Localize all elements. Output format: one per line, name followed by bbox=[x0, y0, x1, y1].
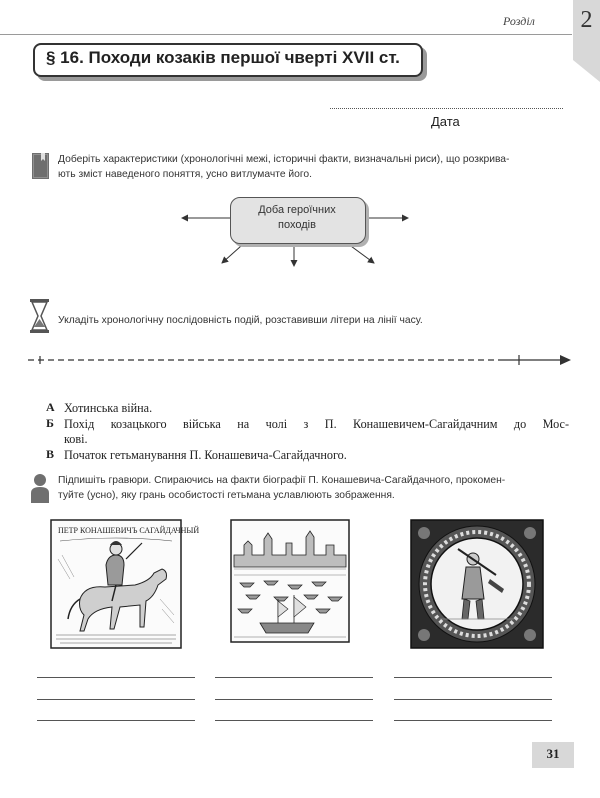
event-b-letter: Б bbox=[46, 416, 54, 430]
timeline-arrowhead bbox=[560, 355, 571, 365]
date-field[interactable] bbox=[330, 108, 563, 109]
answer-line-1-2[interactable] bbox=[37, 699, 195, 700]
section-number: 2 bbox=[580, 7, 593, 33]
event-a-letter: А bbox=[46, 400, 55, 414]
date-label: Дата bbox=[431, 114, 460, 129]
event-b-text-line2: кові. bbox=[64, 432, 88, 446]
answer-line-3-1[interactable] bbox=[394, 677, 552, 678]
section-label: Розділ bbox=[503, 14, 535, 28]
engraving-cossack-medallion bbox=[410, 519, 544, 649]
person-icon bbox=[30, 473, 50, 508]
answer-line-3-2[interactable] bbox=[394, 699, 552, 700]
event-c-text: Початок гетьманування П. Конашевича-Сагайдачного. bbox=[64, 448, 347, 462]
event-c-letter: В bbox=[46, 447, 55, 461]
page-title: § 16. Походи козаків першої чверті XVII ст. bbox=[46, 48, 400, 67]
answer-line-3-3[interactable] bbox=[394, 720, 552, 721]
task1-text-line2: ють зміст наведеного поняття, усно витлумачте його. bbox=[58, 169, 313, 180]
hourglass-icon bbox=[30, 299, 49, 338]
task3-text-line2: туйте (усно), яку грань особистості гетьмана уславлюють зображення. bbox=[58, 490, 395, 501]
header-rule bbox=[0, 34, 572, 35]
task3-text-line1: Підпишіть гравюри. Спираючись на факти біографії П. Конашевича-Сагайдачного, прокомен- bbox=[58, 475, 506, 486]
task2-text: Укладіть хронологічну послідовність подій, розставивши літери на лінії часу. bbox=[58, 315, 423, 326]
concept-label-line1: Доба героїчних bbox=[258, 204, 336, 216]
answer-line-2-2[interactable] bbox=[215, 699, 373, 700]
engraving-hetman-on-horse bbox=[50, 519, 200, 649]
engraving-siege-of-kafa bbox=[230, 519, 350, 643]
event-b-text-line1: Похід козацького війська на чолі з П. Конашевичем-Сагайдачним до Мос- bbox=[64, 417, 569, 431]
answer-line-2-3[interactable] bbox=[215, 720, 373, 721]
answer-line-1-3[interactable] bbox=[37, 720, 195, 721]
book-icon bbox=[32, 153, 49, 179]
concept-label bbox=[230, 203, 364, 233]
answer-line-2-1[interactable] bbox=[215, 677, 373, 678]
timeline[interactable] bbox=[28, 350, 572, 370]
answer-line-1-1[interactable] bbox=[37, 677, 195, 678]
section-tab-fold bbox=[573, 60, 600, 82]
event-a-text: Хотинська війна. bbox=[64, 401, 153, 415]
task1-text-line1: Доберіть характеристики (хронологічні межі, історичні факти, визначальні риси), що розкрива- bbox=[58, 154, 510, 165]
concept-label-line2: походів bbox=[278, 219, 316, 231]
page-number: 31 bbox=[546, 746, 560, 761]
engraving-caption: ПЕТР КОНАШЕВИЧЪ САГАЙДАЧНЫЙ bbox=[58, 526, 200, 535]
